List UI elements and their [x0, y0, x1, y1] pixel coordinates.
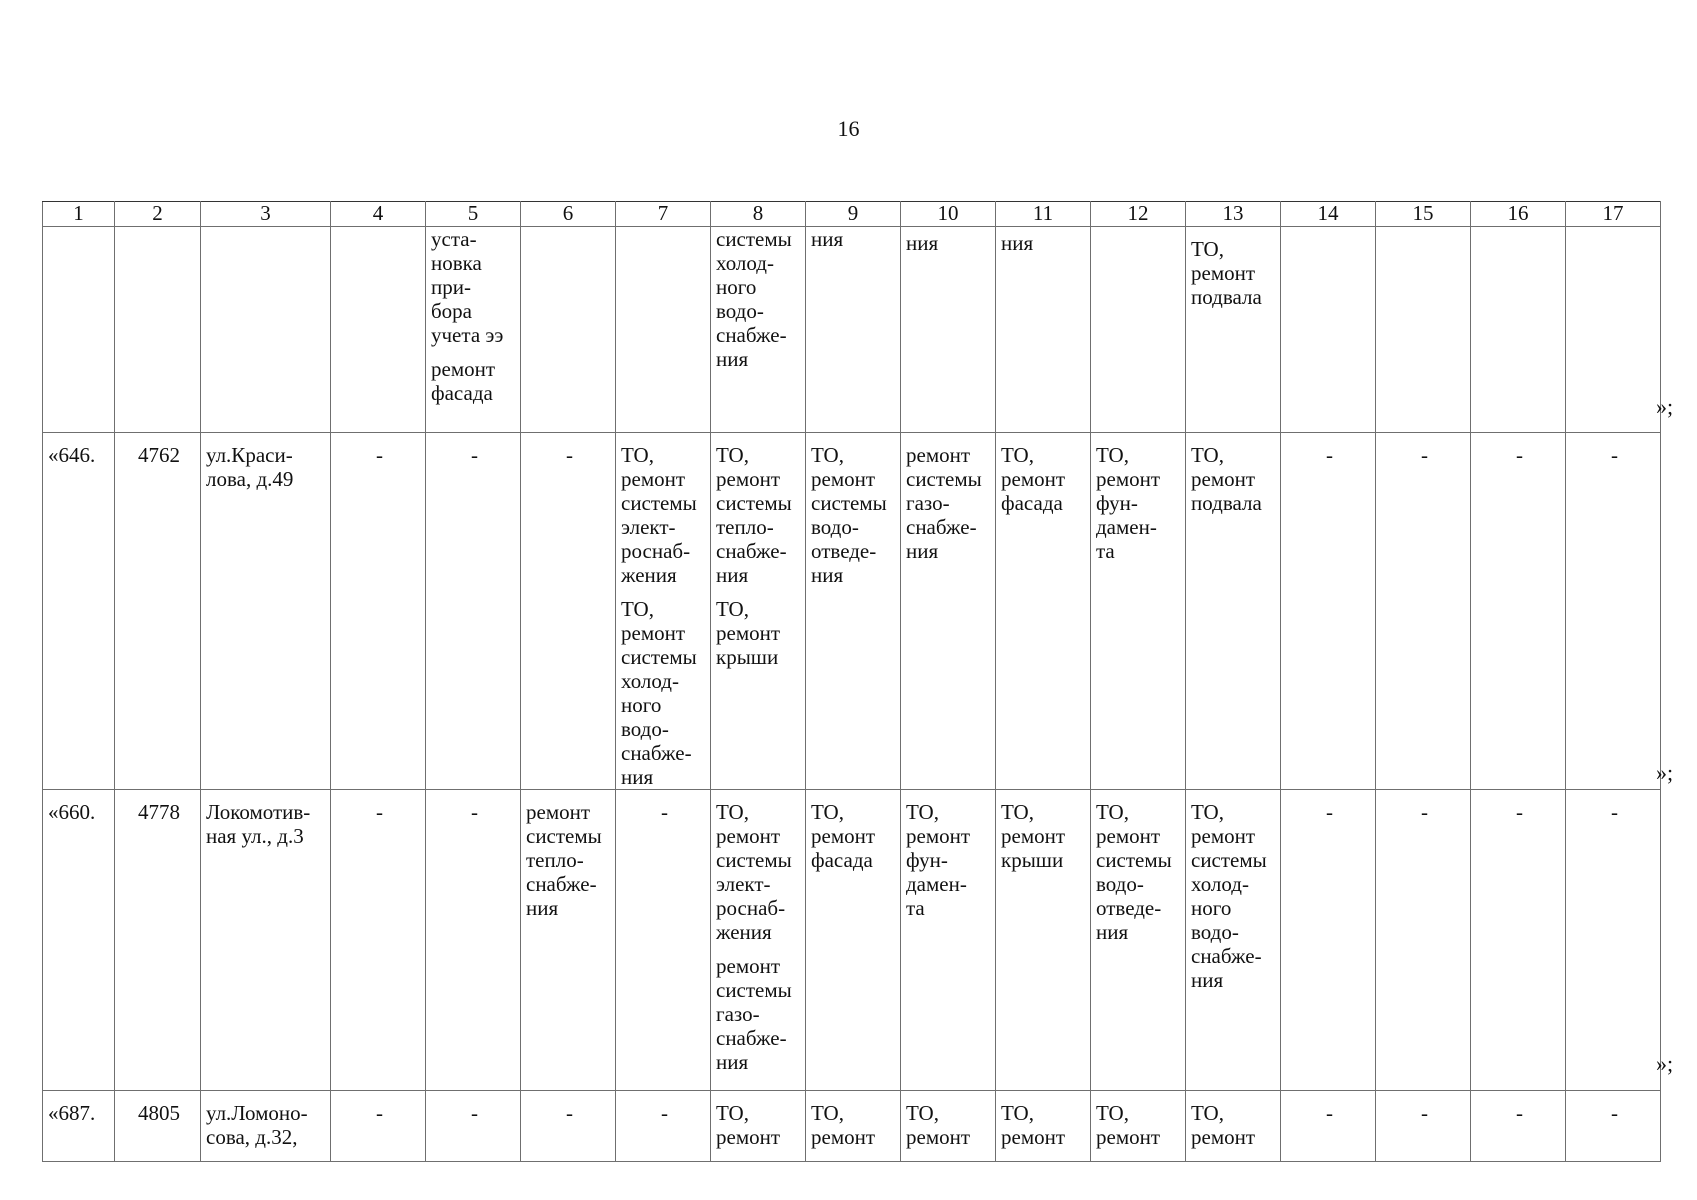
table-cell: - [1376, 790, 1471, 1091]
text-line: ремонт [1191, 1125, 1256, 1149]
table-cell: - [616, 1091, 711, 1162]
table-cell [1186, 433, 1281, 790]
text-line: ТО, [811, 443, 844, 467]
text-line: элект- [716, 872, 771, 896]
table-cell: - [426, 433, 521, 790]
column-header: 8 [711, 202, 806, 227]
text-line: водо- [1191, 920, 1239, 944]
table-cell [996, 1091, 1091, 1162]
table-cell: - [1471, 790, 1566, 1091]
table-row [43, 227, 1661, 433]
table-cell: - [331, 1091, 426, 1162]
text-line: снабже- [1191, 944, 1262, 968]
text-line: ТО, [716, 800, 749, 824]
text-line: ремонт [811, 1125, 876, 1149]
text-line: холод- [621, 669, 679, 693]
column-header: 6 [521, 202, 616, 227]
building-code: 4805 [115, 1091, 201, 1162]
column-header: 17 [1566, 202, 1661, 227]
table-cell: - [521, 433, 616, 790]
text-line: ТО, [1001, 443, 1034, 467]
text-line: системы [906, 467, 982, 491]
table-cell [711, 227, 806, 433]
table-cell [521, 227, 616, 433]
text-line: ТО, [716, 597, 749, 621]
text-line: снабже- [906, 515, 977, 539]
text-line: та [906, 896, 925, 920]
text-line: элект- [621, 515, 676, 539]
page-number: 16 [837, 116, 860, 141]
table-cell: - [1376, 433, 1471, 790]
text-line: системы [716, 491, 792, 515]
text-line: ного [716, 275, 757, 299]
text-line: снабже- [716, 539, 787, 563]
table-cell [711, 1091, 806, 1162]
row-number: «687. [43, 1091, 115, 1162]
column-header: 2 [115, 202, 201, 227]
text-line: водо- [811, 515, 859, 539]
table-cell [1091, 790, 1186, 1091]
table-cell: - [331, 790, 426, 1091]
table-cell [901, 1091, 996, 1162]
text-line: та [1096, 539, 1115, 563]
text-line: жения [716, 920, 772, 944]
text-line: ремонт [716, 621, 781, 645]
cell-text [716, 597, 803, 669]
text-line: снабже- [716, 323, 787, 347]
text-line: системы [1096, 848, 1172, 872]
column-header: 4 [331, 202, 426, 227]
column-header: 7 [616, 202, 711, 227]
text-line: ТО, [1096, 800, 1129, 824]
text-line: ния [621, 765, 654, 789]
cell-text [1191, 237, 1278, 309]
table-cell: - [616, 790, 711, 1091]
table-cell: - [426, 1091, 521, 1162]
text-line: фасада [431, 381, 493, 405]
column-header: 3 [201, 202, 331, 227]
text-line: ремонт [1001, 467, 1066, 491]
text-line: роснаб- [716, 896, 786, 920]
table-cell: - [1566, 1091, 1661, 1162]
table-cell [1566, 227, 1661, 433]
table-cell [1186, 227, 1281, 433]
column-header: 9 [806, 202, 901, 227]
text-line: фасада [811, 848, 873, 872]
text-line: бора [431, 299, 473, 323]
table-cell: - [1281, 790, 1376, 1091]
table-cell [616, 433, 711, 790]
table-cell [996, 790, 1091, 1091]
table-cell [711, 790, 806, 1091]
text-line: ремонт [621, 621, 686, 645]
text-line: сова, д.32, [206, 1125, 298, 1149]
text-line: отведе- [811, 539, 877, 563]
text-line: системы [621, 491, 697, 515]
text-line: ТО, [621, 597, 654, 621]
table-cell: - [331, 433, 426, 790]
table-cell: - [1376, 1091, 1471, 1162]
text-line: водо- [716, 299, 764, 323]
text-line: системы [716, 978, 792, 1002]
text-line: газо- [906, 491, 950, 515]
text-line: системы [526, 824, 602, 848]
column-header: 13 [1186, 202, 1281, 227]
text-line: ния [716, 347, 749, 371]
table-cell: - [1281, 1091, 1376, 1162]
table-cell [1471, 227, 1566, 433]
text-line: ремонт [811, 467, 876, 491]
text-line: ТО, [1191, 237, 1224, 261]
text-line: при- [431, 275, 471, 299]
table-cell: - [1566, 790, 1661, 1091]
table-cell [426, 227, 521, 433]
table-cell [1281, 227, 1376, 433]
row-number: «660. [43, 790, 115, 1091]
table-cell [806, 433, 901, 790]
text-line: ния [526, 896, 559, 920]
text-line: ремонт [1191, 467, 1256, 491]
text-line: ремонт [431, 357, 496, 381]
text-line: холод- [1191, 872, 1249, 896]
closing-quote-mark: »; [1656, 760, 1674, 785]
text-line: ремонт [906, 824, 971, 848]
text-line: снабже- [716, 1026, 787, 1050]
text-line: ТО, [906, 1101, 939, 1125]
text-line: ремонт [906, 1125, 971, 1149]
row-number: «646. [43, 433, 115, 790]
text-line: ния [906, 539, 939, 563]
column-header: 15 [1376, 202, 1471, 227]
text-line: роснаб- [621, 539, 691, 563]
text-line: ремонт [1001, 824, 1066, 848]
column-header: 10 [901, 202, 996, 227]
cell-text [716, 227, 803, 371]
address-cell [201, 1091, 331, 1162]
cell-text [621, 597, 708, 789]
text-line: ТО, [811, 800, 844, 824]
text-line: снабже- [621, 741, 692, 765]
text-line: ного [1191, 896, 1232, 920]
table-cell [901, 227, 996, 433]
text-line: системы [716, 227, 792, 251]
table-cell [996, 227, 1091, 433]
table-cell [331, 227, 426, 433]
table-row [43, 790, 1661, 1091]
text-line: ТО, [1191, 1101, 1224, 1125]
text-line: ТО, [716, 443, 749, 467]
cell-text [716, 443, 803, 587]
text-line: ремонт [716, 1125, 781, 1149]
text-line: ТО, [1001, 1101, 1034, 1125]
text-line: ТО, [1191, 800, 1224, 824]
table-cell: - [1281, 433, 1376, 790]
text-line: фасада [1001, 491, 1063, 515]
column-header: 16 [1471, 202, 1566, 227]
text-line: ремонт [1001, 1125, 1066, 1149]
text-line: ремонт [716, 467, 781, 491]
text-line: системы [811, 491, 887, 515]
text-line: ремонт [811, 824, 876, 848]
table-cell [1186, 1091, 1281, 1162]
text-line: ремонт [906, 443, 971, 467]
text-line: ремонт [1191, 261, 1256, 285]
header-row [43, 202, 1661, 227]
text-line: отведе- [1096, 896, 1162, 920]
text-line: тепло- [526, 848, 584, 872]
table-cell [806, 227, 901, 433]
table-cell: - [426, 790, 521, 1091]
text-line: системы [1191, 848, 1267, 872]
text-line: дамен- [906, 872, 967, 896]
text-line: тепло- [716, 515, 774, 539]
closing-quote-mark: »; [1656, 394, 1674, 419]
text-line: подвала [1191, 285, 1262, 309]
table-cell [901, 790, 996, 1091]
table-cell: - [1471, 1091, 1566, 1162]
text-line: жения [621, 563, 677, 587]
cell-text [431, 357, 518, 405]
cell-text [716, 954, 803, 1074]
cell-text: ния [1001, 231, 1034, 255]
text-line: уста- [431, 227, 477, 251]
text-line: системы [621, 645, 697, 669]
text-line: снабже- [526, 872, 597, 896]
text-line: ТО, [1001, 800, 1034, 824]
text-line: фун- [1096, 491, 1138, 515]
text-line: ремонт [716, 954, 781, 978]
table-cell [806, 1091, 901, 1162]
building-code: 4762 [115, 433, 201, 790]
table-cell [1091, 1091, 1186, 1162]
table-cell [901, 433, 996, 790]
text-line: ремонт [621, 467, 686, 491]
table-cell [1091, 433, 1186, 790]
text-line: ния [1191, 968, 1224, 992]
text-line: подвала [1191, 491, 1262, 515]
table-row [43, 433, 1661, 790]
table-cell: - [1471, 433, 1566, 790]
text-line: водо- [621, 717, 669, 741]
column-header: 12 [1091, 202, 1186, 227]
column-header: 14 [1281, 202, 1376, 227]
text-line: ного [621, 693, 662, 717]
text-line: ремонт [526, 800, 591, 824]
table-cell [201, 227, 331, 433]
text-line: ТО, [1096, 1101, 1129, 1125]
table-cell [521, 790, 616, 1091]
text-line: Локомотив- [206, 800, 311, 824]
text-line: ния [811, 563, 844, 587]
text-line: ул.Ломоно- [206, 1101, 308, 1125]
text-line: лова, д.49 [206, 467, 294, 491]
cell-text [716, 800, 803, 944]
text-line: ремонт [1096, 467, 1161, 491]
text-line: ТО, [1096, 443, 1129, 467]
text-line: ная ул., д.3 [206, 824, 304, 848]
text-line: ния [716, 1050, 749, 1074]
table-cell [806, 790, 901, 1091]
text-line: фун- [906, 848, 948, 872]
closing-quote-mark: »; [1656, 1051, 1674, 1076]
table-cell [1091, 227, 1186, 433]
text-line: ТО, [906, 800, 939, 824]
column-header: 11 [996, 202, 1091, 227]
address-cell [201, 790, 331, 1091]
text-line: ремонт [716, 824, 781, 848]
cell-text: ния [906, 231, 939, 255]
text-line: ния [1096, 920, 1129, 944]
table-cell [711, 433, 806, 790]
text-line: ТО, [716, 1101, 749, 1125]
text-line: ремонт [1191, 824, 1256, 848]
text-line: системы [716, 848, 792, 872]
text-line: ТО, [621, 443, 654, 467]
table-cell: - [521, 1091, 616, 1162]
cell-text: ния [811, 227, 844, 251]
text-line: газо- [716, 1002, 760, 1026]
table-cell [996, 433, 1091, 790]
cell-text [621, 443, 708, 587]
table-cell [616, 227, 711, 433]
text-line: новка [431, 251, 482, 275]
repair-schedule-table [42, 201, 1661, 1162]
text-line: ремонт [1096, 824, 1161, 848]
text-line: водо- [1096, 872, 1144, 896]
text-line: крыши [1001, 848, 1064, 872]
text-line: ремонт [1096, 1125, 1161, 1149]
text-line: дамен- [1096, 515, 1157, 539]
table-cell [1186, 790, 1281, 1091]
text-line: крыши [716, 645, 779, 669]
text-line: ния [716, 563, 749, 587]
column-header: 5 [426, 202, 521, 227]
text-line: ТО, [811, 1101, 844, 1125]
table-cell [1376, 227, 1471, 433]
text-line: ТО, [1191, 443, 1224, 467]
table-cell: - [1566, 433, 1661, 790]
column-header: 1 [43, 202, 115, 227]
table-cell [43, 227, 115, 433]
text-line: учета ээ [431, 323, 504, 347]
table-row [43, 1091, 1661, 1162]
text-line: холод- [716, 251, 774, 275]
text-line: ул.Краси- [206, 443, 293, 467]
cell-text [431, 227, 518, 347]
address-cell [201, 433, 331, 790]
building-code: 4778 [115, 790, 201, 1091]
table-cell [115, 227, 201, 433]
